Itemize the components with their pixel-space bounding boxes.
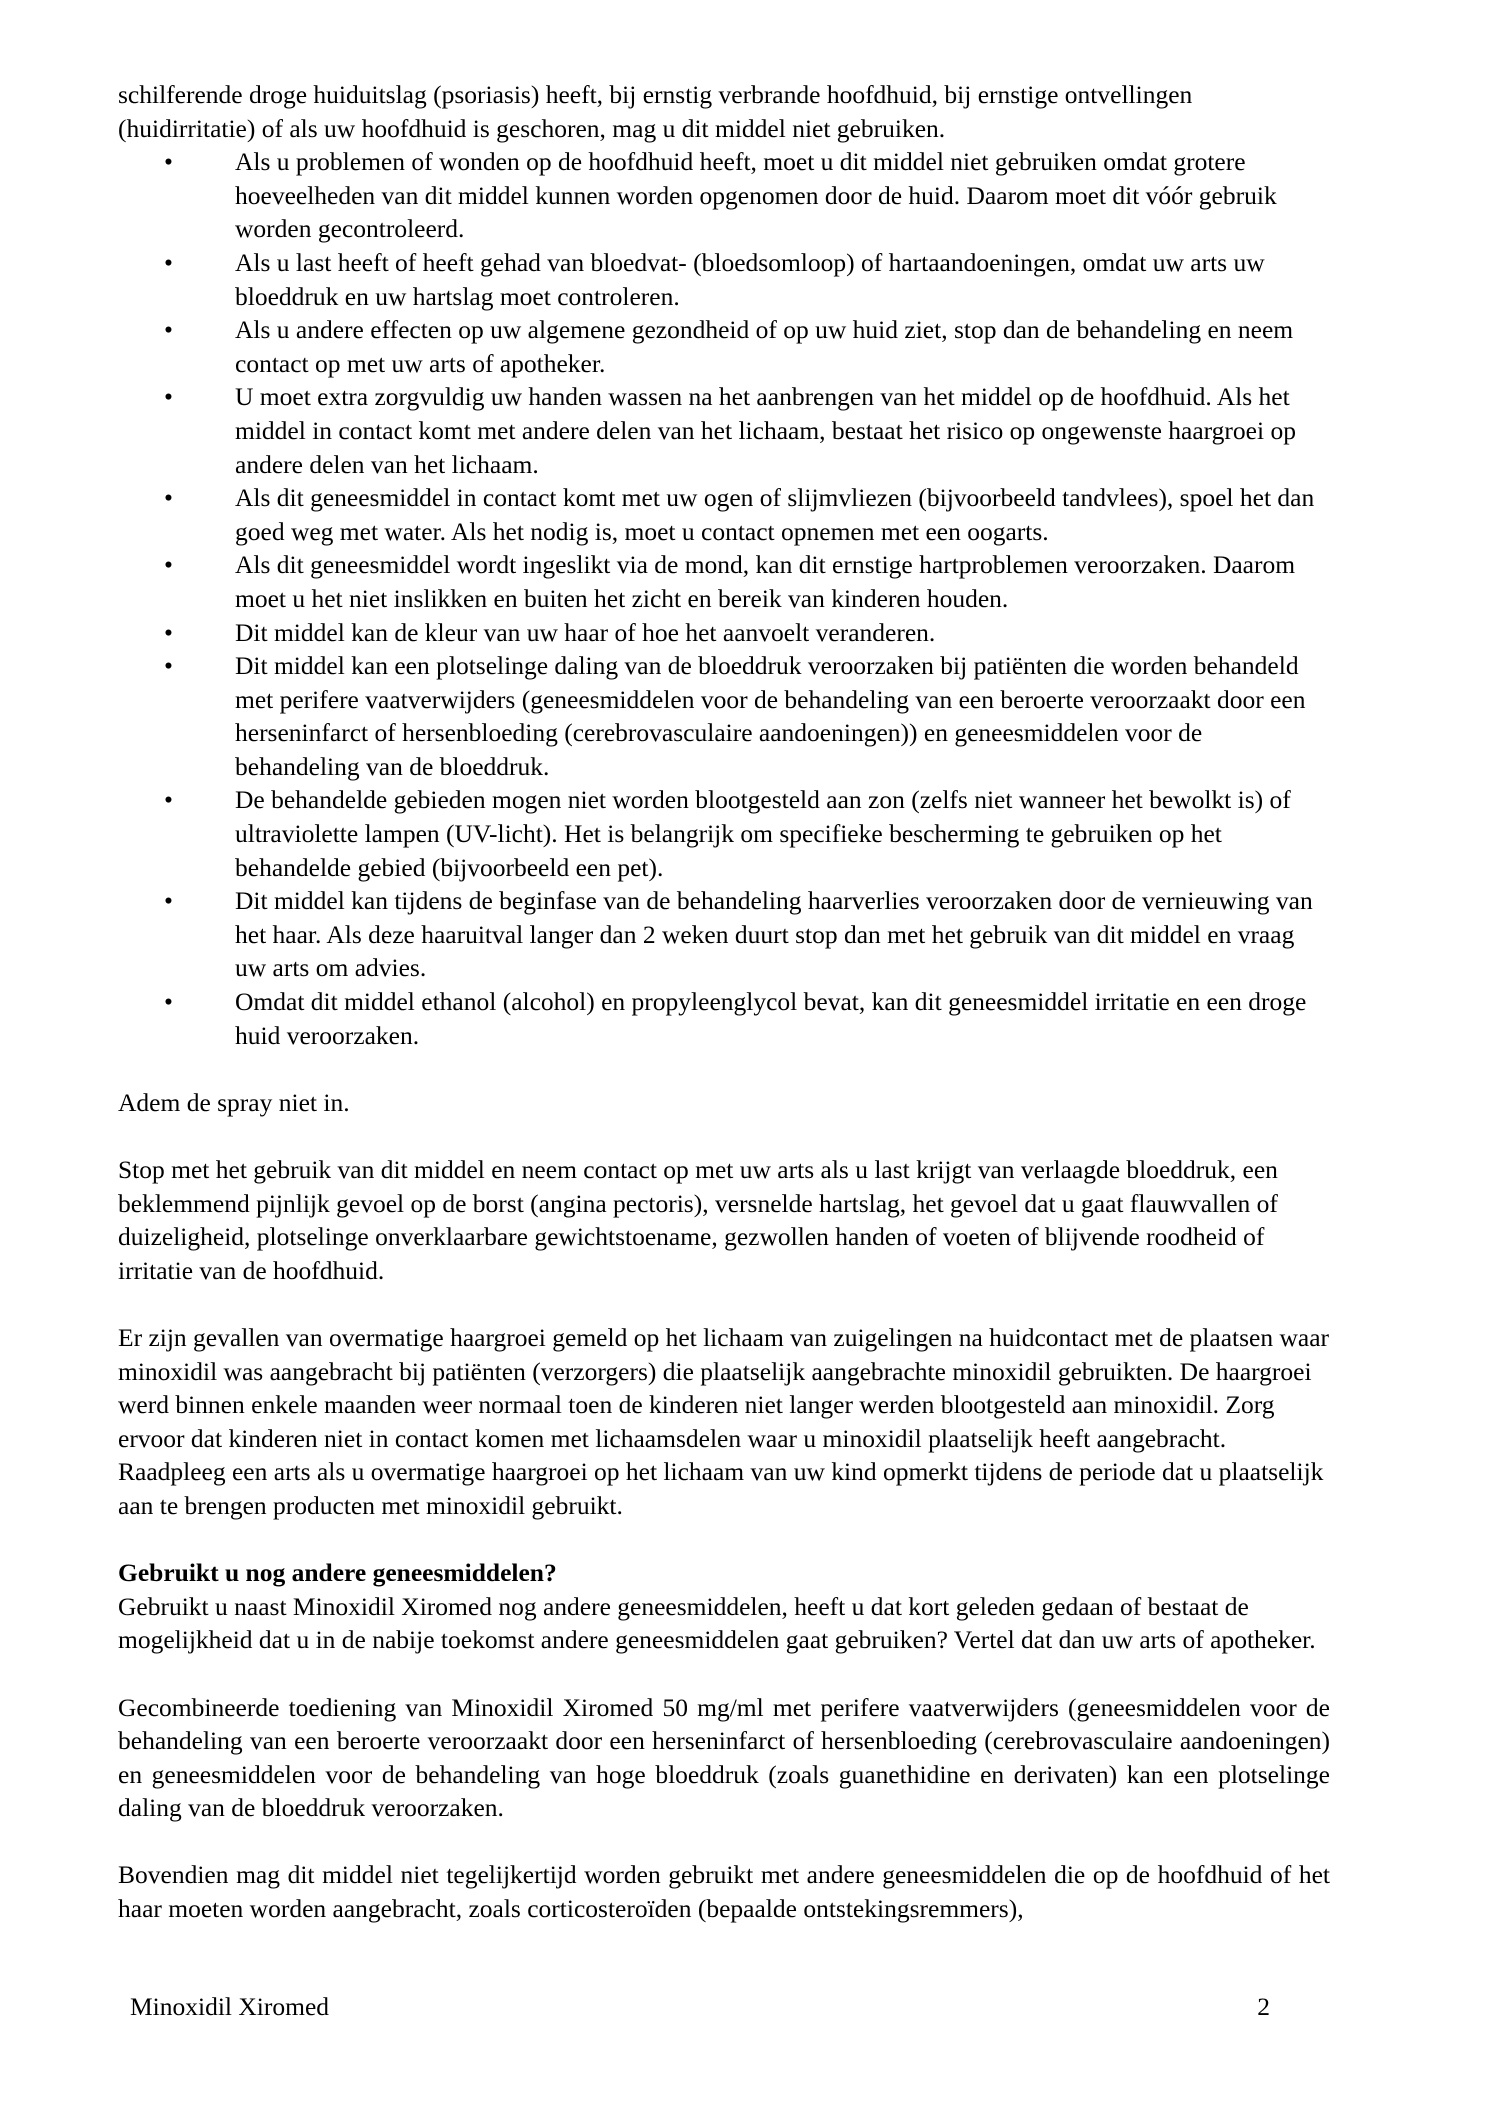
bullet-icon: • [164,987,173,1017]
consult-doctor-paragraph: Raadpleeg een arts als u overmatige haargroei op het lichaam van uw kind opmerkt tijdens de periode dat u plaatselijk aan te brengen producten met minoxidil gebruikt. [118,1457,1324,1520]
stop-usage-paragraph: Stop met het gebruik van dit middel en neem contact op met uw arts als u last krijgt van verlaagde bloeddruk, een beklemmend pijnlijk gevoel op de borst (angina pectoris), versnelde hartslag, het gevoel dat u gaat flauwvallen of duizeligheid, plotselinge onverklaarbare gewichtstoename, gezwollen handen of voeten of blijvende roodheid of irritatie van de hoofdhuid. [118,1155,1278,1285]
list-item [118,616,1330,650]
list-item-text: Dit middel kan een plotselinge daling van de bloeddruk veroorzaken bij patiënten die worden behandeld met perifere vaatverwijders (geneesmiddelen voor de behandeling van een beroerte veroorzaakt door een herseninfarct of hersenbloeding (cerebrovasculaire aandoeningen)) en geneesmiddelen voor de behandeling van de bloeddruk. [235,651,1306,781]
list-item-text: Dit middel kan de kleur van uw haar of hoe het aanvoelt veranderen. [235,617,936,647]
spacer [118,1052,1330,1086]
spacer [118,1825,1330,1859]
list-item [118,380,1330,481]
list-item-text: Als dit geneesmiddel wordt ingeslikt via de mond, kan dit ernstige hartproblemen veroorzaken. Daarom moet u het niet inslikken en buiten het zicht en bereik van kinderen houden. [235,550,1296,613]
list-item [118,649,1330,783]
hair-growth-infants-paragraph: Er zijn gevallen van overmatige haargroei gemeld op het lichaam van zuigelingen na huidcontact met de plaatsen waar minoxidil was aangebracht bij patiënten (verzorgers) die plaatselijk aangebrachte minoxidil gebruikten. De haargroei werd binnen enkele maanden weer normaal toen de kinderen niet langer werden blootgesteld aan minoxidil. Zorg ervoor dat kinderen niet in contact komen met lichaamsdelen waar u minoxidil plaatselijk heeft aangebracht. [118,1322,1330,1453]
bullet-icon: • [164,315,173,345]
bullet-icon: • [164,550,173,580]
bullet-icon: • [164,247,173,277]
spacer [118,1657,1330,1691]
list-item-text: Als dit geneesmiddel in contact komt met uw ogen of slijmvliezen (bijvoorbeeld tandvlees), spoel het dan goed weg met water. Als het nodig is, moet u contact opnemen met een oogarts. [235,483,1315,546]
list-item [118,884,1330,985]
page-content [118,78,1330,1926]
inhale-warning-paragraph: Adem de spray niet in. [118,1087,350,1117]
spacer [118,1119,1330,1153]
list-item-text: De behandelde gebieden mogen niet worden blootgesteld aan zon (zelfs niet wanneer het bewolkt is) of ultraviolette lampen (UV-licht). Het is belangrijk om specifieke bescherming te gebruiken op het behandelde gebied (bijvoorbeeld een pet). [235,785,1291,882]
footer-page-number: 2 [1257,1992,1270,2021]
list-item [118,783,1330,884]
list-item-text: Als u last heeft of heeft gehad van bloedvat- (bloedsomloop) of hartaandoeningen, omdat uw arts uw bloeddruk en uw hartslag moet controleren. [235,247,1265,311]
spacer [118,1287,1330,1321]
list-item-text: Dit middel kan tijdens de beginfase van de behandeling haarverlies veroorzaken door de vernieuwing van het haar. Als deze haaruitval langer dan 2 weken duurt stop dan met het gebruik van dit middel en vraag uw arts om advies. [235,886,1313,983]
page-footer [130,1990,1330,2024]
bullet-icon: • [164,483,173,513]
footer-document-title: Minoxidil Xiromed [130,1992,330,2021]
list-item-text: Als u andere effecten op uw algemene gezondheid of op uw huid ziet, stop dan de behandeling en neem contact op met uw arts of apotheker. [235,315,1294,378]
other-medicines-body: Gebruikt u naast Minoxidil Xiromed nog andere geneesmiddelen, heeft u dat kort geleden gedaan of bestaat de mogelijkheid dat u in de nabije toekomst andere geneesmiddelen gaat gebruiken? Vertel dat dan uw arts of apotheker. [118,1591,1316,1655]
list-item [118,313,1330,380]
combined-administration-paragraph: Gecombineerde toediening van Minoxidil Xiromed 50 mg/ml met perifere vaatverwijders (geneesmiddelen voor de behandeling van een beroerte veroorzaakt door een herseninfarct of hersenbloeding (cerebrovasculaire aandoeningen) en geneesmiddelen voor de behandeling van hoge bloeddruk (zoals guanethidine en derivaten) kan een plotselinge daling van de bloeddruk veroorzaken. [118,1692,1330,1823]
list-item-text: U moet extra zorgvuldig uw handen wassen na het aanbrengen van het middel op de hoofdhuid. Als het middel in contact komt met andere delen van het lichaam, bestaat het risico op ongewenste haargroei op andere delen van het lichaam. [235,382,1296,479]
additional-warning-paragraph: Bovendien mag dit middel niet tegelijkertijd worden gebruikt met andere geneesmiddelen die op de hoofdhuid of het haar moeten worden aangebracht, zoals corticosteroïden (bepaalde ontstekingsremmers), [118,1860,1330,1924]
bullet-icon: • [164,886,173,916]
bullet-icon: • [164,617,173,647]
warnings-bullet-list [118,145,1330,1052]
list-item-text: Omdat dit middel ethanol (alcohol) en propyleenglycol bevat, kan dit geneesmiddel irritatie en een droge huid veroorzaken. [235,987,1307,1050]
continuation-paragraph: schilferende droge huiduitslag (psoriasis) heeft, bij ernstig verbrande hoofdhuid, bij ernstige ontvellingen (huidirritatie) of als uw hoofdhuid is geschoren, mag u dit middel niet gebruiken. [118,80,1193,143]
bullet-icon: • [164,651,173,681]
list-item-text: Als u problemen of wonden op de hoofdhuid heeft, moet u dit middel niet gebruiken omdat grotere hoeveelheden van dit middel kunnen worden opgenomen door de huid. Daarom moet dit vóór gebruik worden gecontroleerd. [235,147,1277,244]
list-item [118,985,1330,1052]
list-item [118,548,1330,615]
bullet-icon: • [164,785,173,815]
bullet-icon: • [164,382,173,412]
list-item [118,145,1330,246]
list-item [118,246,1330,313]
bullet-icon: • [164,147,173,177]
other-medicines-heading: Gebruikt u nog andere geneesmiddelen? [118,1558,557,1588]
list-item [118,481,1330,548]
spacer [118,1523,1330,1557]
